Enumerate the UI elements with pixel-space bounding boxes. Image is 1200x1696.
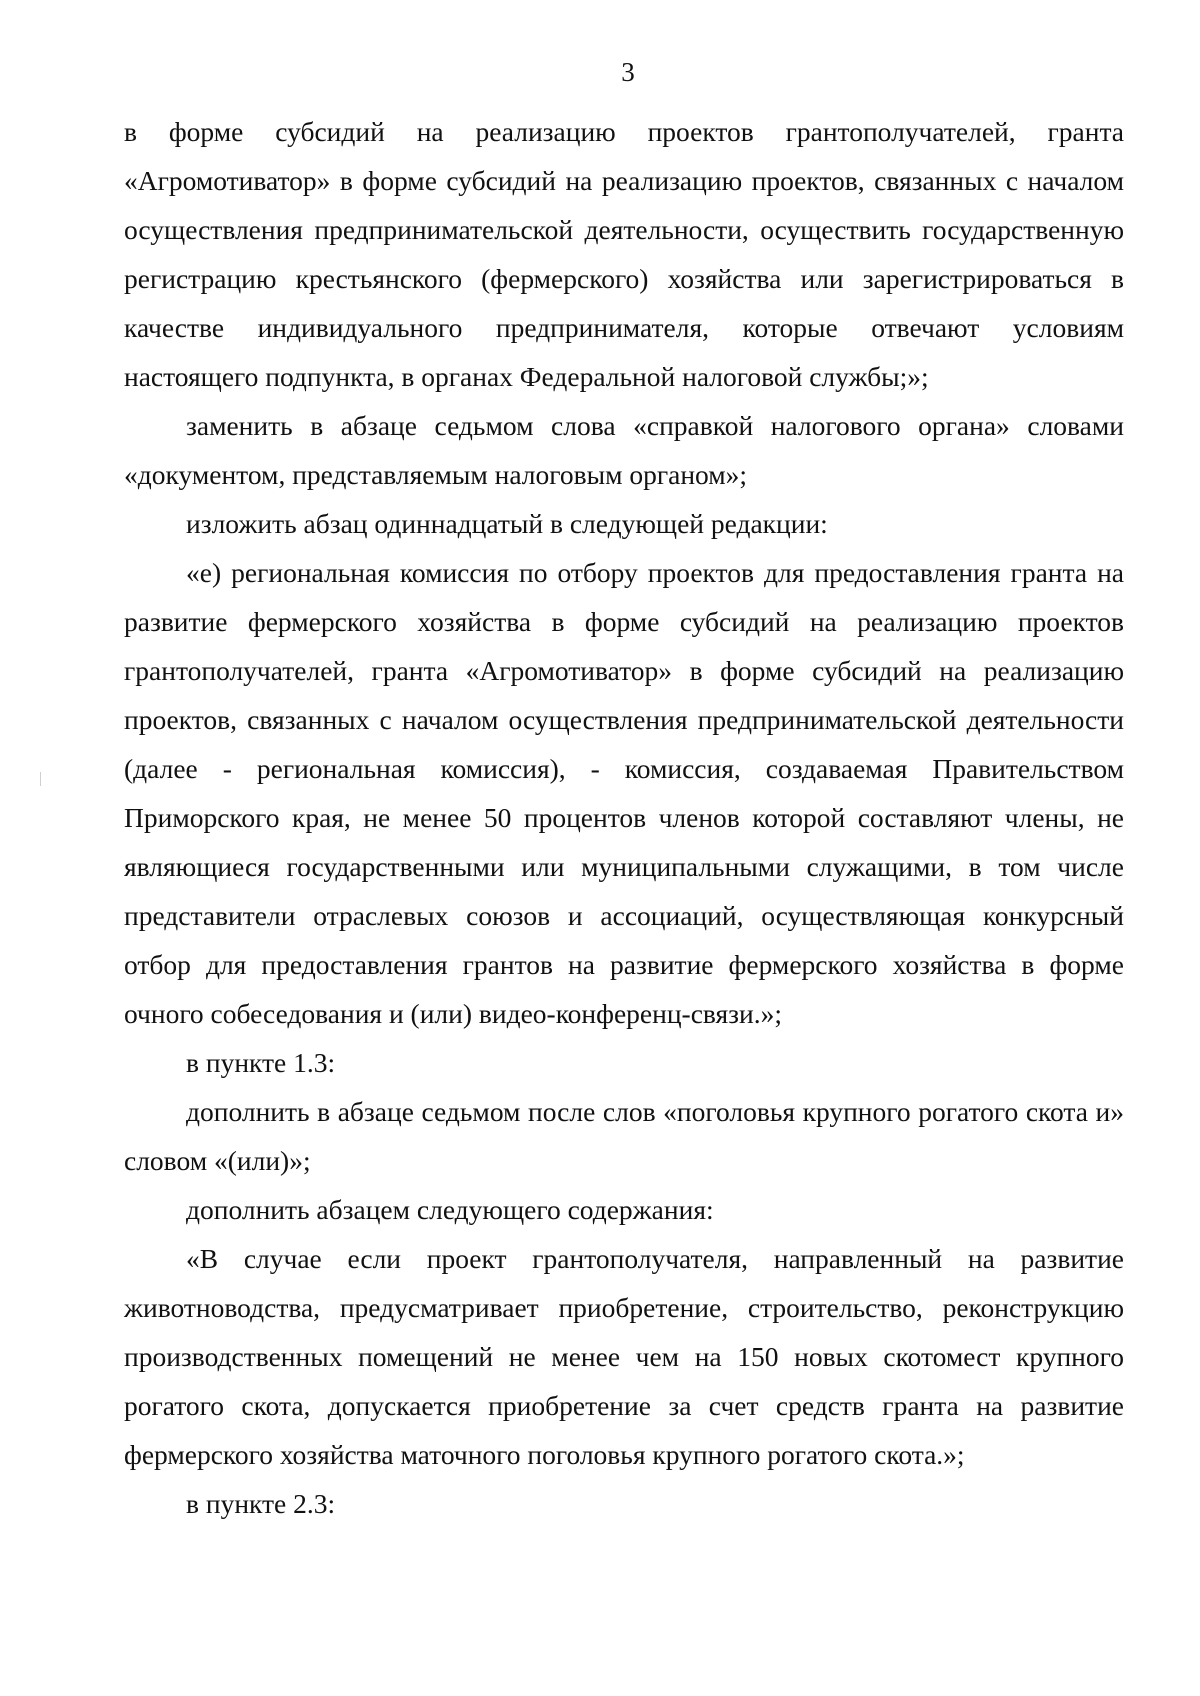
paragraph-supplement-instruction: дополнить абзацем следующего содержания: [186, 1194, 714, 1225]
paragraph-restate-instruction: изложить абзац одиннадцатый в следующей редакции: [186, 508, 828, 539]
paragraph-replace-words: заменить в абзаце седьмом слова «справкой налогового органа» словами «документом, представляемым налоговым органом»; [124, 410, 1124, 490]
paragraph-supplement-words: дополнить в абзаце седьмом после слов «поголовья крупного рогатого скота и» словом «(или)»; [124, 1096, 1124, 1176]
paragraph-regional-commission: «е) региональная комиссия по отбору проектов для предоставления гранта на развитие фермерского хозяйства в форме субсидий на реализацию проектов грантополучателей, гранта «Агромотиватор» в форме субсидий на реализацию проектов, связанных с началом осуществления предпринимательской деятельности (далее - региональная комиссия), - комиссия, создаваемая Правительством Приморского края, не менее 50 процентов членов которой составляют члены, не являющиеся государственными или муниципальными служащими, в том числе представители отраслевых союзов и ассоциаций, осуществляющая конкурсный отбор для предоставления грантов на развитие фермерского хозяйства в форме очного собеседования и (или) видео-конференц-связи.»; [124, 557, 1124, 1029]
paragraph-continuation: в форме субсидий на реализацию проектов грантополучателей, гранта «Агромотиватор» в форме субсидий на реализацию проектов, связанных с началом осуществления предпринимательской деятельности, осуществить государственную регистрацию крестьянского (фермерского) хозяйства или зарегистрироваться в качестве индивидуального предпринимателя, которые отвечают условиям настоящего подпункта, в органах Федеральной налоговой службы;»; [124, 116, 1124, 392]
paragraph-point-1-3: в пункте 1.3: [186, 1047, 336, 1078]
paragraph-livestock-case: «В случае если проект грантополучателя, направленный на развитие животноводства, предусматривает приобретение, строительство, реконструкцию производственных помещений не менее чем на 150 новых скотомест крупного рогатого скота, допускается приобретение за счет средств гранта на развитие фермерского хозяйства маточного поголовья крупного рогатого скота.»; [124, 1243, 1124, 1470]
document-body [124, 107, 1124, 1528]
paragraph-point-2-3: в пункте 2.3: [186, 1488, 336, 1519]
page-number: 3 [621, 57, 635, 87]
scan-artifact [40, 772, 41, 786]
